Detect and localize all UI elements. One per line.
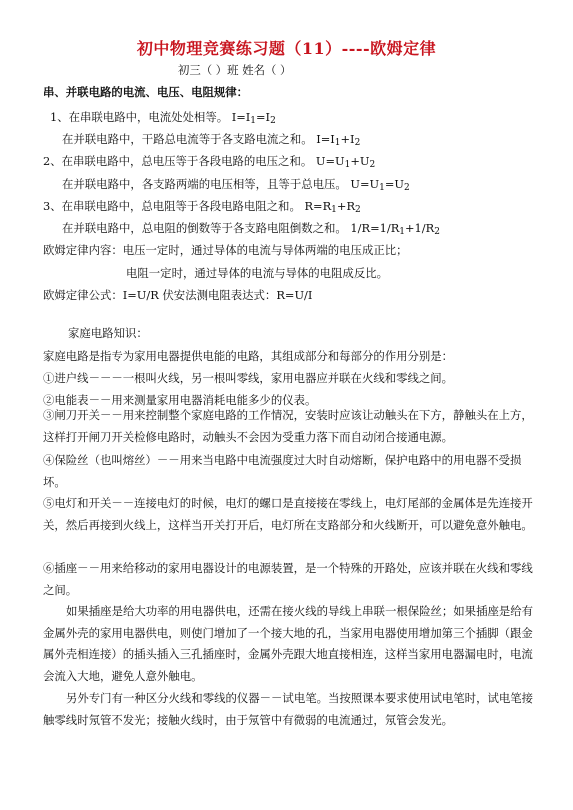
item-text: ⑥插座－－用来给移动的家用电器设计的电源装置，是一个特殊的开路处，应该并联在火线和零线之间。 <box>43 561 533 597</box>
rule-formula: $U=U_1+U_2$ <box>315 154 376 170</box>
rule-formula: $I=I_1=I_2$ <box>231 110 276 126</box>
section-heading-circuit-rules: 串、并联电路的电流、电压、电阻规律： <box>43 85 249 99</box>
household-item-meter: ②电能表－－用来测量家用电器消耗电能多少的仪表。 <box>43 393 317 407</box>
ohm-law-content-2: 电阻一定时，通过导体的电流与导体的电阻成反比。 <box>126 266 388 280</box>
rule-formula: $U=U_1=U_2$ <box>350 177 410 193</box>
rule-text: 在并联电路中，各支路两端的电压相等，且等于总电压。 <box>62 177 347 191</box>
section-heading-household: 家庭电路知识： <box>68 326 148 340</box>
rule-formula: $I=I_1+I_2$ <box>316 132 361 148</box>
rule-text: 2、在串联电路中，总电压等于各段电路的电压之和。 <box>43 154 313 168</box>
rule-formula: $R=R_1+R_2$ <box>304 199 361 215</box>
class-name-line: 初三（ ）班 姓名（ ） <box>178 63 292 77</box>
socket-paragraph: 如果插座是给大功率的用电器供电，还需在接火线的导线上串联一根保险丝；如果插座是给有金属外壳的家用电器供电，则使门增加了一个接大地的孔，当家用电器使用增加第三个插脚（跟金属外壳相连接）的插头插入三孔插座时，金属外壳跟大地直接相连，这样当家用电器漏电时，电流会流入大地，避免人意外触电。 <box>43 604 534 683</box>
item-text: ③闸刀开关－－用来控制整个家庭电路的工作情况，安装时应该让动触头在下方，静触头在上方，这样打开闸刀开关检修电路时，动触头不会因为受重力落下而自动闭合接通电源。 <box>43 408 533 444</box>
rule-text: 1、在串联电路中，电流处处相等。 <box>50 110 229 124</box>
rule-series-resistance <box>43 198 361 219</box>
household-item-knife-switch <box>43 405 543 448</box>
rule-text: 在并联电路中，干路总电流等于各支路电流之和。 <box>62 132 313 146</box>
household-item-socket <box>43 558 543 601</box>
item-text: ⑤电灯和开关－－连接电灯的时候，电灯的螺口是直接接在零线上，电灯尾部的金属体是先连接开关，然后再接到火线上，这样当开关打开后，电灯所在支路部分和火线断开，可以避免意外触电。 <box>43 496 533 532</box>
rule-series-current <box>50 109 276 130</box>
household-item-lamp-switch <box>43 493 543 536</box>
rule-parallel-resistance <box>62 220 440 241</box>
ohm-law-content-1: 欧姆定律内容：电压一定时，通过导体的电流与导体两端的电压成正比； <box>43 243 408 257</box>
item-text: ④保险丝（也叫熔丝）－－用来当电路中电流强度过大时自动熔断，保护电路中的用电器不受损坏。 <box>43 453 522 489</box>
page-title: 初中物理竞赛练习题（11）----欧姆定律 <box>136 39 437 58</box>
rule-parallel-voltage <box>62 176 410 197</box>
rule-formula: $1/R=1/R_1+1/R_2$ <box>350 221 440 237</box>
ohm-law-formula: 欧姆定律公式：I=U/R 伏安法测电阻表达式：R=U/I <box>43 288 313 302</box>
household-intro: 家庭电路是指专为家用电器提供电能的电路，其组成部分和每部分的作用分别是： <box>43 349 454 363</box>
household-item-service-wire: ①进户线－－－一根叫火线，另一根叫零线，家用电器应并联在火线和零线之间。 <box>43 371 454 385</box>
test-pen-paragraph: 另外专门有一种区分火线和零线的仪器－－试电笔。当按照课本要求使用试电笔时，试电笔接触零线时氖管不发光；接触火线时，由于氖管中有微弱的电流通过，氖管会发光。 <box>43 691 534 727</box>
rule-text: 3、在串联电路中，总电阻等于各段电路电阻之和。 <box>43 199 301 213</box>
rule-series-voltage <box>43 153 375 174</box>
rule-text: 在并联电路中，总电阻的倒数等于各支路电阻倒数之和。 <box>62 221 347 235</box>
rule-parallel-current <box>62 131 360 152</box>
household-item-fuse <box>43 450 543 493</box>
